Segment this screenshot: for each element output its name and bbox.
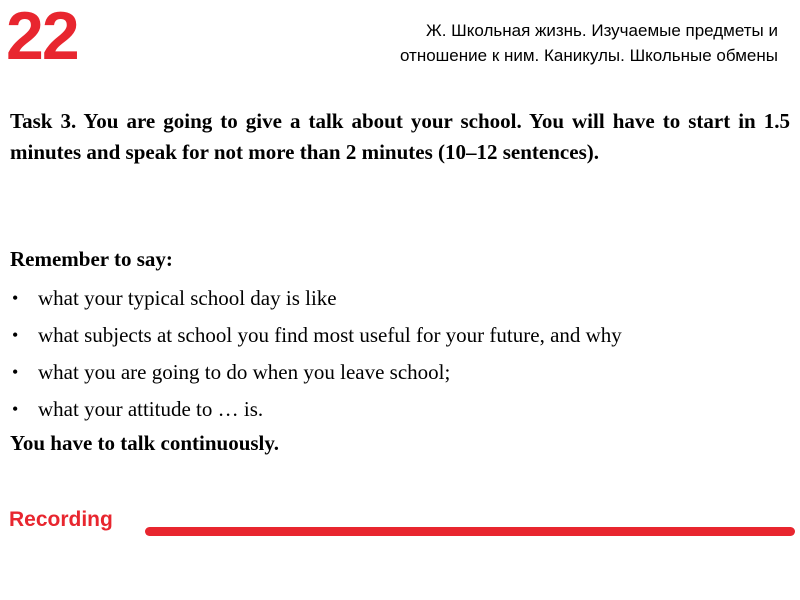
list-item-text: what you are going to do when you leave school; [38,360,451,384]
bullet-icon: • [12,362,19,382]
remember-list [10,280,790,428]
remember-heading: Remember to say: [10,247,173,271]
bullet-icon: • [12,325,19,345]
list-item-text: what subjects at school you find most useful for your future, and why [38,323,622,347]
list-item-text: what your attitude to … is. [38,397,264,421]
recording-label: Recording [9,508,113,531]
topic-line-2: отношение к ним. Каникулы. Школьные обмены [399,46,778,65]
slide-number: 22 [6,0,78,74]
list-item [10,280,790,317]
task-instructions: Task 3. You are going to give a talk about your school. You will have to start in 1.5 minutes and speak for not more than 2 minutes (10–12 sentences). [10,109,790,164]
recording-progress-bar [145,527,795,536]
closing-instruction: You have to talk continuously. [10,431,279,455]
list-item-text: what your typical school day is like [38,286,337,310]
topic-header [258,18,778,68]
bullet-icon: • [12,399,19,419]
list-item [10,317,790,354]
list-item [10,391,790,428]
list-item [10,354,790,391]
topic-line-1: Ж. Школьная жизнь. Изучаемые предметы и [426,21,778,40]
bullet-icon: • [12,288,19,308]
